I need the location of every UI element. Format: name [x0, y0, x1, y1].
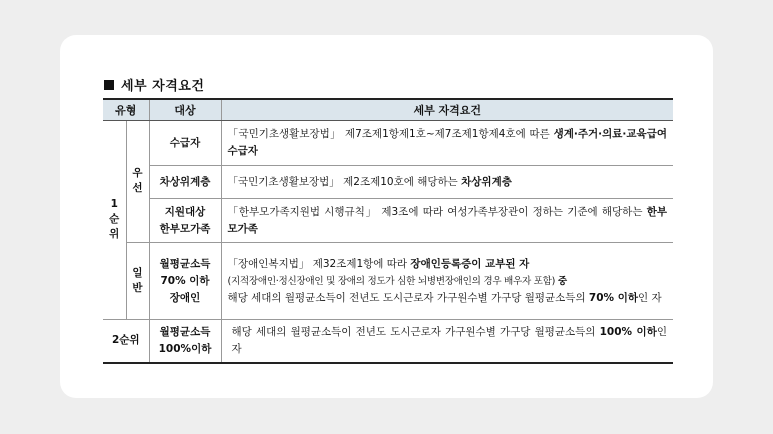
requirement-text: 인 자 — [638, 291, 662, 304]
table-row — [103, 166, 673, 199]
target-cell: 수급자 — [149, 121, 221, 166]
requirement-bold-text: 한부모가족 — [227, 205, 667, 235]
requirement-bold-text: 장애인등록증이 교부된 자 — [410, 257, 530, 270]
rank1-label: 1순위 — [109, 198, 120, 240]
header-type: 유형 — [103, 99, 149, 121]
table-row — [103, 243, 673, 320]
requirement-text: 인 자 — [231, 325, 667, 355]
requirement-text: 해당 세대의 월평균소득이 전년도 도시근로자 가구원수별 가구당 월평균소득의 — [231, 325, 600, 338]
general-label: 일반 — [132, 266, 143, 294]
requirement-text: 「국민기초생활보장법」 제7조제1항제1호~제7조제1항제4호에 따른 — [227, 128, 554, 140]
table-row — [103, 199, 673, 243]
requirement-cell — [221, 243, 673, 320]
requirement-text: 「장애인복지법」 제32조제1항에 따라 — [227, 257, 411, 270]
target-line: 한부모가족 — [159, 222, 211, 235]
requirement-bold-text: 100% 이하 — [599, 325, 657, 338]
square-bullet-icon — [104, 80, 114, 90]
header-target: 대상 — [149, 99, 221, 121]
requirement-cell — [221, 199, 673, 243]
target-line: 지원대상 — [164, 205, 206, 218]
table-row — [103, 320, 673, 363]
target-line: 70% 이하 — [160, 274, 210, 287]
requirement-cell — [221, 320, 673, 363]
eligibility-table — [103, 98, 673, 364]
content-card — [60, 35, 713, 398]
section-heading — [104, 75, 204, 94]
target-cell — [149, 199, 221, 243]
requirement-cell — [221, 121, 673, 166]
requirement-bold-text: 생계·주거·의료·교육급여 수급자 — [227, 128, 667, 157]
priority-label: 우선 — [132, 167, 143, 194]
requirement-line — [228, 273, 668, 290]
requirement-text: (지적장애인·정신장애인 및 장애의 정도가 심한 뇌병변장애인의 경우 배우자 포함) — [227, 275, 558, 287]
target-line: 월평균소득 — [159, 257, 211, 270]
requirement-text: 「국민기초생활보장법」 제2조제10호에 해당하는 — [227, 175, 462, 188]
target-line: 100%이하 — [158, 342, 212, 355]
requirement-text: 「한부모가족지원법 시행규칙」 제3조에 따라 여성가족부장관이 정하는 기준에 해당하는 — [227, 205, 647, 218]
target-cell — [149, 243, 221, 320]
requirement-bold-text: 70% 이하 — [588, 291, 638, 304]
requirement-cell — [221, 166, 673, 199]
target-line: 월평균소득 — [159, 325, 211, 338]
requirement-bold-text: 중 — [557, 275, 567, 287]
header-requirements: 세부 자격요건 — [221, 99, 673, 121]
target-line: 장애인 — [169, 291, 201, 304]
requirement-text: 해당 세대의 월평균소득이 전년도 도시근로자 가구원수별 가구당 월평균소득의 — [227, 291, 589, 304]
target-cell: 차상위계층 — [149, 166, 221, 199]
target-cell — [149, 320, 221, 363]
requirement-line — [228, 290, 668, 307]
requirement-line — [228, 256, 668, 273]
table-header-row — [103, 99, 673, 121]
rank1-cell — [103, 121, 126, 320]
table-row — [103, 121, 673, 166]
section-heading-text: 세부 자격요건 — [121, 79, 205, 94]
general-cell — [126, 243, 149, 320]
requirement-bold-text: 차상위계층 — [461, 175, 512, 188]
rank2-cell: 2순위 — [103, 320, 149, 363]
priority-cell — [126, 121, 149, 243]
